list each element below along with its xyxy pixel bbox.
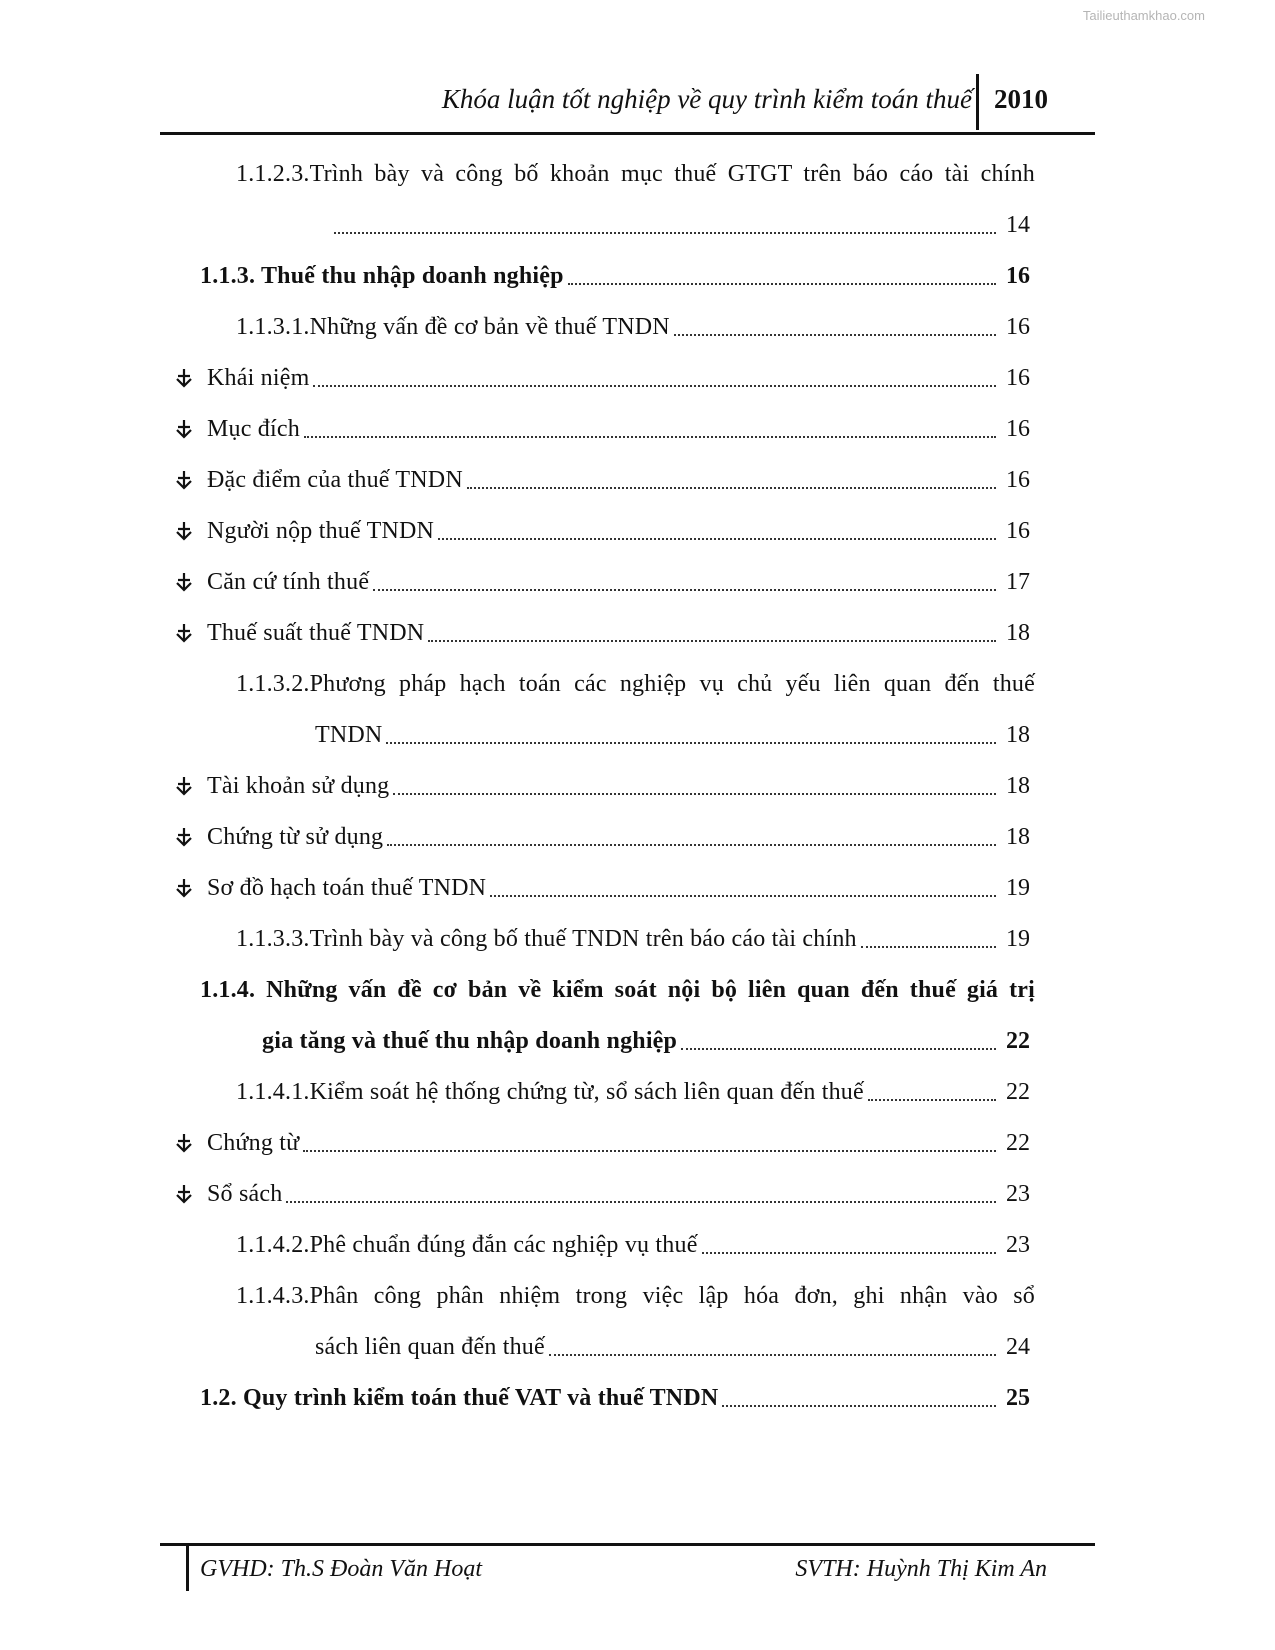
toc-entry-text: Mục đích bbox=[207, 416, 300, 442]
toc-entry[interactable] bbox=[0, 1327, 1275, 1367]
toc-entry[interactable] bbox=[0, 1123, 1275, 1163]
toc-page-number: 18 bbox=[1006, 773, 1030, 799]
toc-entry-text: Sổ sách bbox=[207, 1181, 283, 1207]
down-arrow-bullet-icon bbox=[173, 409, 195, 449]
dot-leader bbox=[286, 1200, 996, 1203]
down-arrow-bullet-icon bbox=[173, 613, 195, 653]
toc-page-number: 22 bbox=[1006, 1130, 1030, 1156]
toc-page-number: 16 bbox=[1006, 467, 1030, 493]
down-arrow-bullet-icon bbox=[173, 511, 195, 551]
dot-leader bbox=[861, 945, 996, 948]
toc-entry-text: TNDN bbox=[315, 722, 383, 748]
toc-page-number: 23 bbox=[1006, 1181, 1030, 1207]
toc-page-number: 16 bbox=[1006, 416, 1030, 442]
toc-entry-text: Khái niệm bbox=[207, 365, 310, 391]
toc-page-number: 22 bbox=[1006, 1079, 1030, 1105]
down-arrow-bullet-icon bbox=[173, 766, 195, 806]
header-separator bbox=[976, 74, 979, 130]
toc-entry[interactable] bbox=[0, 868, 1275, 908]
toc-entry-text: 1.1.4.3.Phân công phân nhiệm trong việc lập hóa đơn, ghi nhận vào sổ bbox=[236, 1283, 1035, 1309]
toc-page-number: 18 bbox=[1006, 620, 1030, 646]
toc-entry-text: Chứng từ bbox=[207, 1130, 300, 1156]
dot-leader bbox=[334, 231, 996, 234]
dot-leader bbox=[313, 384, 996, 387]
down-arrow-bullet-icon bbox=[173, 460, 195, 500]
toc-entry-text: 1.2. Quy trình kiểm toán thuế VAT và thuế TNDN bbox=[200, 1385, 719, 1411]
footer-separator bbox=[186, 1543, 189, 1591]
toc-entry-text: Căn cứ tính thuế bbox=[207, 569, 370, 595]
toc-entry[interactable] bbox=[0, 1174, 1275, 1214]
toc-page-number: 23 bbox=[1006, 1232, 1030, 1258]
footer-student: SVTH: Huỳnh Thị Kim An bbox=[795, 1556, 1047, 1582]
watermark: Tailieuthamkhao.com bbox=[1082, 8, 1205, 23]
dot-leader bbox=[868, 1098, 996, 1101]
down-arrow-bullet-icon bbox=[173, 358, 195, 398]
toc-entry[interactable] bbox=[0, 1276, 1275, 1316]
footer-advisor: GVHD: Th.S Đoàn Văn Hoạt bbox=[200, 1556, 482, 1582]
toc-entry[interactable] bbox=[0, 511, 1275, 551]
page-header bbox=[160, 70, 1095, 135]
dot-leader bbox=[304, 435, 996, 438]
toc-entry-text: 1.1.3.3.Trình bày và công bố thuế TNDN trên báo cáo tài chính bbox=[236, 926, 857, 952]
toc-entry[interactable] bbox=[0, 664, 1275, 704]
toc-entry-text: 1.1.2.3.Trình bày và công bố khoản mục thuế GTGT trên báo cáo tài chính bbox=[236, 161, 1035, 187]
toc-entry-text: Thuế suất thuế TNDN bbox=[207, 620, 425, 646]
toc-entry-text: 1.1.3. Thuế thu nhập doanh nghiệp bbox=[200, 263, 564, 289]
toc-entry-text: 1.1.3.1.Những vấn đề cơ bản về thuế TNDN bbox=[236, 314, 670, 340]
down-arrow-bullet-icon bbox=[173, 817, 195, 857]
toc-entry[interactable] bbox=[0, 1021, 1275, 1061]
toc-page-number: 24 bbox=[1006, 1334, 1030, 1360]
dot-leader bbox=[467, 486, 996, 489]
dot-leader bbox=[387, 843, 996, 846]
toc-page-number: 19 bbox=[1006, 875, 1030, 901]
dot-leader bbox=[386, 741, 996, 744]
down-arrow-bullet-icon bbox=[173, 562, 195, 602]
toc-page-number: 19 bbox=[1006, 926, 1030, 952]
toc-entry[interactable] bbox=[0, 919, 1275, 959]
down-arrow-bullet-icon bbox=[173, 1123, 195, 1163]
toc-entry-text: 1.1.4. Những vấn đề cơ bản về kiểm soát nội bộ liên quan đến thuế giá trị bbox=[200, 977, 1035, 1003]
dot-leader bbox=[373, 588, 996, 591]
toc-page-number: 14 bbox=[1006, 212, 1030, 238]
toc-entry[interactable] bbox=[0, 307, 1275, 347]
toc-entry-text: Sơ đồ hạch toán thuế TNDN bbox=[207, 875, 487, 901]
dot-leader bbox=[303, 1149, 996, 1152]
toc-page-number: 17 bbox=[1006, 569, 1030, 595]
dot-leader bbox=[490, 894, 996, 897]
down-arrow-bullet-icon bbox=[173, 1174, 195, 1214]
toc-entry[interactable] bbox=[0, 358, 1275, 398]
dot-leader bbox=[722, 1404, 996, 1407]
header-year: 2010 bbox=[994, 84, 1048, 114]
toc-page-number: 18 bbox=[1006, 824, 1030, 850]
toc-entry[interactable] bbox=[0, 715, 1275, 755]
toc-page-number: 22 bbox=[1006, 1028, 1030, 1054]
toc-entry[interactable] bbox=[0, 817, 1275, 857]
toc-entry-text: Chứng từ sử dụng bbox=[207, 824, 384, 850]
down-arrow-bullet-icon bbox=[173, 868, 195, 908]
dot-leader bbox=[681, 1047, 996, 1050]
toc-entry[interactable] bbox=[0, 205, 1275, 245]
toc-page-number: 18 bbox=[1006, 722, 1030, 748]
toc-entry[interactable] bbox=[0, 1072, 1275, 1112]
toc-entry[interactable] bbox=[0, 1378, 1275, 1418]
toc-entry-text: Đặc điểm của thuế TNDN bbox=[207, 467, 463, 493]
toc-page-number: 16 bbox=[1006, 518, 1030, 544]
dot-leader bbox=[549, 1353, 996, 1356]
dot-leader bbox=[568, 282, 996, 285]
dot-leader bbox=[438, 537, 996, 540]
toc-entry-text: Người nộp thuế TNDN bbox=[207, 518, 435, 544]
toc-entry-text: Tài khoản sử dụng bbox=[207, 773, 390, 799]
toc-page-number: 16 bbox=[1006, 263, 1030, 289]
toc-entry-text: 1.1.3.2.Phương pháp hạch toán các nghiệp vụ chủ yếu liên quan đến thuế bbox=[236, 671, 1035, 697]
page-footer bbox=[160, 1543, 1095, 1596]
toc-entry-text: 1.1.4.1.Kiểm soát hệ thống chứng từ, sổ sách liên quan đến thuế bbox=[236, 1079, 864, 1105]
toc-entry[interactable] bbox=[0, 766, 1275, 806]
toc-page-number: 16 bbox=[1006, 365, 1030, 391]
toc-entry[interactable] bbox=[0, 562, 1275, 602]
toc-entry[interactable] bbox=[0, 1225, 1275, 1265]
dot-leader bbox=[428, 639, 996, 642]
toc-entry[interactable] bbox=[0, 460, 1275, 500]
toc-entry[interactable] bbox=[0, 970, 1275, 1010]
toc-entry-text: gia tăng và thuế thu nhập doanh nghiệp bbox=[262, 1028, 678, 1054]
toc-entry-text: 1.1.4.2.Phê chuẩn đúng đắn các nghiệp vụ thuế bbox=[236, 1232, 698, 1258]
header-title: Khóa luận tốt nghiệp về quy trình kiểm toán thuế bbox=[441, 84, 972, 114]
dot-leader bbox=[702, 1251, 996, 1254]
toc-entry-text: sách liên quan đến thuế bbox=[315, 1334, 545, 1360]
toc-entry[interactable] bbox=[0, 256, 1275, 296]
toc-entry[interactable] bbox=[0, 154, 1275, 194]
toc-entry[interactable] bbox=[0, 613, 1275, 653]
toc-page-number: 25 bbox=[1006, 1385, 1030, 1411]
toc-entry[interactable] bbox=[0, 409, 1275, 449]
toc-page-number: 16 bbox=[1006, 314, 1030, 340]
dot-leader bbox=[674, 333, 996, 336]
dot-leader bbox=[393, 792, 996, 795]
